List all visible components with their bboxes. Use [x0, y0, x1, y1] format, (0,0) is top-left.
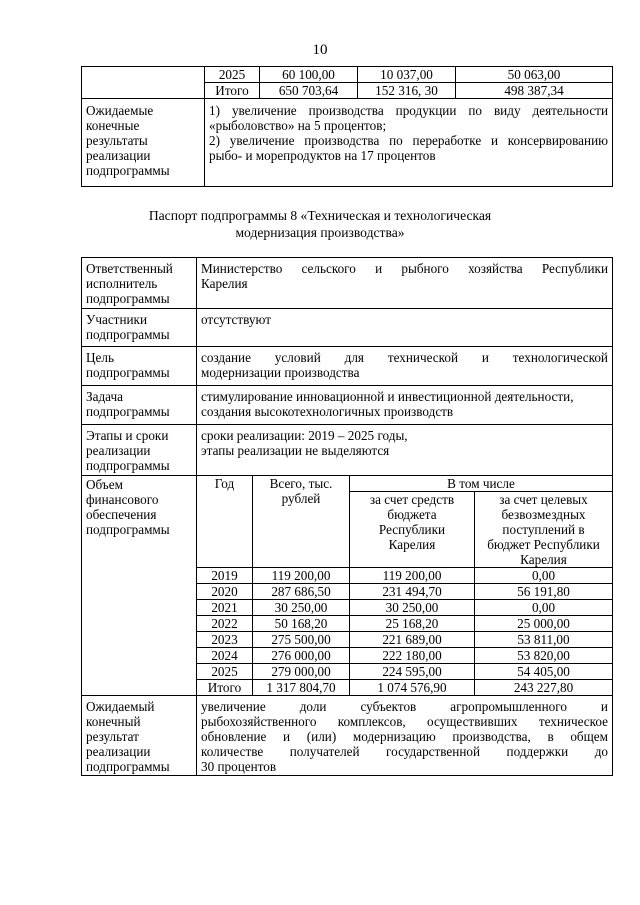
year-cell: 2025 — [197, 664, 253, 680]
federal-cell: 498 387,34 — [456, 83, 613, 99]
page-number: 10 — [312, 42, 328, 58]
budget-cell: 222 180,00 — [350, 648, 475, 664]
table-row — [82, 696, 613, 776]
budget-cell: 119 200,00 — [350, 568, 475, 584]
federal-cell: 243 227,80 — [475, 680, 613, 696]
budget-cell: 10 037,00 — [358, 67, 456, 83]
goal-label: Цель подпрограммы — [82, 347, 197, 386]
year-header: Год — [197, 476, 253, 568]
executor-value: Министерство сельского и рыбного хозяйства Республики Карелия — [197, 258, 613, 309]
section-heading: Паспорт подпрограммы 8 «Техническая и технологическая модернизация производства» — [148, 208, 492, 240]
total-cell: 30 250,00 — [253, 600, 350, 616]
stages-label: Этапы и сроки реализации подпрограммы — [82, 425, 197, 476]
stages-value: сроки реализации: 2019 – 2025 годы, этапы реализации не выделяются — [197, 425, 613, 476]
total-cell: 119 200,00 — [253, 568, 350, 584]
participants-label: Участники подпрограммы — [82, 309, 197, 347]
task-value: стимулирование инновационной и инвестиционной деятельности, создания высокотехнологичных производств — [197, 386, 613, 425]
federal-header: за счет целевых безвозмездных поступлений в бюджет Республики Карелия — [475, 492, 613, 568]
total-cell: 650 703,64 — [260, 83, 358, 99]
result-value: увеличение доли субъектов агропромышленного и рыбохозяйственного комплексов, осуществивших техническое обновление и (или) модернизацию производства, в общем количестве получателей государственной поддержки до 30 процентов — [197, 696, 613, 776]
goal-value: создание условий для технической и технологической модернизации производства — [197, 347, 613, 386]
year-cell: 2022 — [197, 616, 253, 632]
budget-cell: 221 689,00 — [350, 632, 475, 648]
federal-cell: 54 405,00 — [475, 664, 613, 680]
budget-cell: 152 316, 30 — [358, 83, 456, 99]
total-cell: 60 100,00 — [260, 67, 358, 83]
table-row — [82, 309, 613, 347]
federal-cell: 0,00 — [475, 568, 613, 584]
federal-cell: 56 191,80 — [475, 584, 613, 600]
federal-cell: 53 820,00 — [475, 648, 613, 664]
total-cell: 287 686,50 — [253, 584, 350, 600]
participants-value: отсутствуют — [197, 309, 613, 347]
table-row — [82, 476, 613, 492]
results-value: 1) увеличение производства продукции по виду деятельности «рыболовство» на 5 процентов; 2) увеличение производства по переработке и консервированию рыбо- и морепродуктов на 17 процентов — [205, 99, 613, 187]
year-cell: Итого — [205, 83, 260, 99]
funding-label: Объем финансового обеспечения подпрограммы — [82, 476, 197, 696]
budget-cell: 25 168,20 — [350, 616, 475, 632]
passport-table — [81, 257, 613, 776]
table-row — [82, 67, 613, 83]
year-cell: Итого — [197, 680, 253, 696]
budget-cell: 224 595,00 — [350, 664, 475, 680]
total-cell: 1 317 804,70 — [253, 680, 350, 696]
including-header: В том числе — [350, 476, 613, 492]
federal-cell: 53 811,00 — [475, 632, 613, 648]
budget-header: за счет средств бюджета Республики Карелия — [350, 492, 475, 568]
total-cell: 276 000,00 — [253, 648, 350, 664]
year-cell: 2019 — [197, 568, 253, 584]
total-cell: 50 168,20 — [253, 616, 350, 632]
table-row — [82, 99, 613, 187]
year-cell: 2020 — [197, 584, 253, 600]
year-cell: 2025 — [205, 67, 260, 83]
total-cell: 279 000,00 — [253, 664, 350, 680]
table-row — [82, 258, 613, 309]
year-cell: 2023 — [197, 632, 253, 648]
year-cell: 2021 — [197, 600, 253, 616]
table-row — [82, 386, 613, 425]
year-cell: 2024 — [197, 648, 253, 664]
federal-cell: 25 000,00 — [475, 616, 613, 632]
total-cell: 275 500,00 — [253, 632, 350, 648]
executor-label: Ответственный исполнитель подпрограммы — [82, 258, 197, 309]
budget-cell: 30 250,00 — [350, 600, 475, 616]
total-header: Всего, тыс. рублей — [253, 476, 350, 568]
table-row — [82, 347, 613, 386]
federal-cell: 50 063,00 — [456, 67, 613, 83]
budget-cell: 231 494,70 — [350, 584, 475, 600]
top-table — [81, 66, 613, 187]
result-label: Ожидаемый конечный результат реализации подпрограммы — [82, 696, 197, 776]
table-row — [82, 425, 613, 476]
federal-cell: 0,00 — [475, 600, 613, 616]
task-label: Задача подпрограммы — [82, 386, 197, 425]
results-label: Ожидаемые конечные результаты реализации подпрограммы — [82, 99, 205, 187]
budget-cell: 1 074 576,90 — [350, 680, 475, 696]
